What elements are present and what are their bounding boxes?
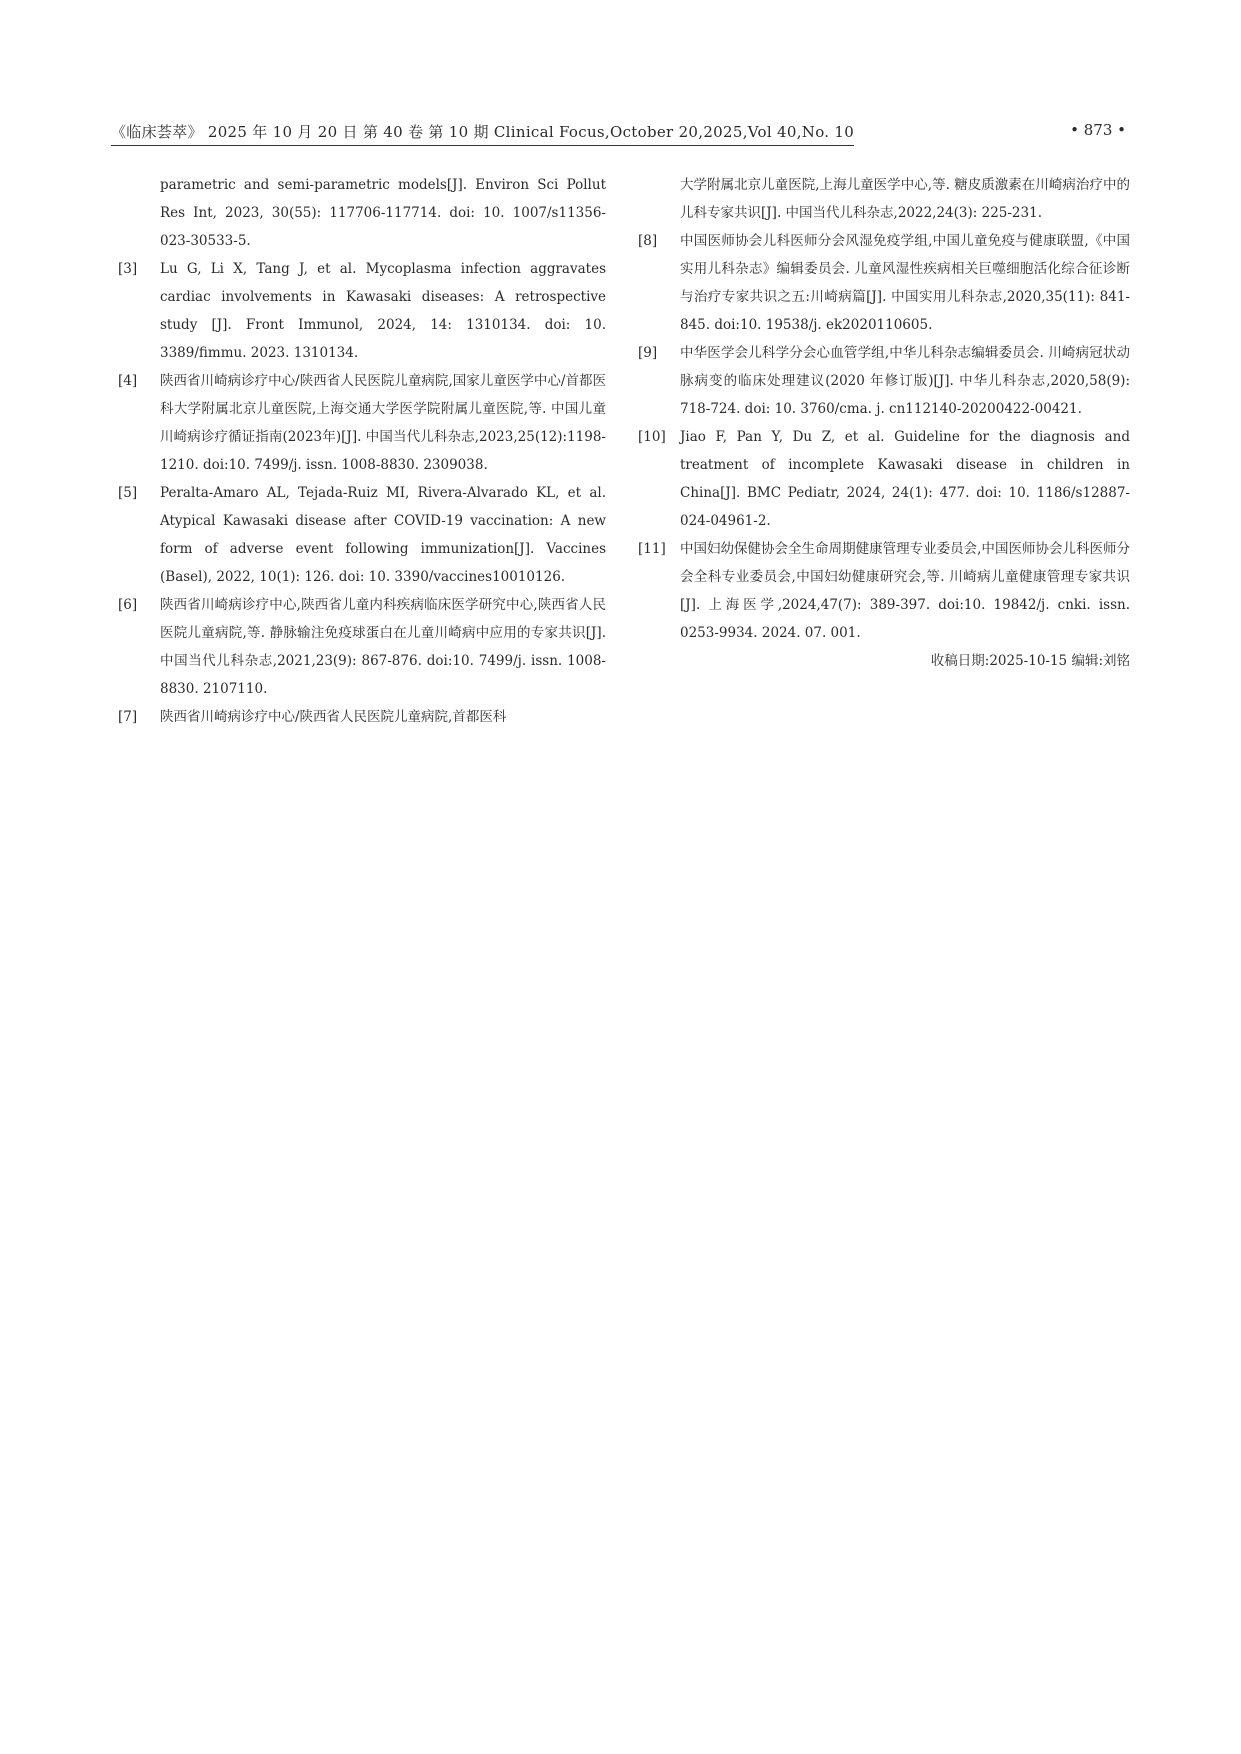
reference-11 [638, 535, 1130, 647]
journal-running-head: 《临床荟萃》 2025 年 10 月 20 日 第 40 卷 第 10 期 Clinical Focus,October 20,2025,Vol 40,No. 10 [111, 121, 854, 146]
reference-text: 陕西省川崎病诊疗中心/陕西省人民医院儿童病院,首都医科 [160, 709, 507, 725]
reference-number: [9] [638, 345, 658, 361]
received-date-editor-note: 收稿日期:2025-10-15 编辑:刘铭 [930, 653, 1130, 669]
reference-text: 中华医学会儿科学分会心血管学组,中华儿科杂志编辑委员会. 川崎病冠状动脉病变的临床处理建议(2020 年修订版)[J]. 中华儿科杂志,2020,58(9): 718-724. doi: 10. 3760/cma. j. cn112140-20200422-00421. [680, 345, 1130, 417]
reference-continuation: 大学附属北京儿童医院,上海儿童医学中心,等. 糖皮质激素在川崎病治疗中的儿科专家共识[J]. 中国当代儿科杂志,2022,24(3): 225-231. [680, 177, 1130, 221]
reference-number: [10] [638, 429, 666, 445]
reference-number: [3] [118, 261, 138, 277]
page-number: • 873 • [1070, 121, 1126, 139]
reference-text: Peralta-Amaro AL, Tejada-Ruiz MI, Rivera-Alvarado KL, et al. Atypical Kawasaki disease after COVID-19 vaccination: A new form of adverse event following immunization[J]. Vaccines (Basel), 2022, 10(1): 126. doi: 10. 3390/vaccines10010126. [160, 485, 606, 585]
reference-number: [11] [638, 541, 666, 557]
reference-4 [118, 367, 606, 479]
reference-number: [7] [118, 709, 138, 725]
reference-text: 中国医师协会儿科医师分会风湿免疫学组,中国儿童免疫与健康联盟,《中国实用儿科杂志》编辑委员会. 儿童风湿性疾病相关巨噬细胞活化综合征诊断与治疗专家共识之五:川崎病篇[J]. 中国实用儿科杂志,2020,35(11): 841-845. doi:10. 19538/j. ek2020110605. [680, 233, 1130, 333]
reference-9 [638, 339, 1130, 423]
reference-3 [118, 255, 606, 367]
reference-number: [8] [638, 233, 658, 249]
reference-7 [118, 703, 606, 731]
reference-number: [5] [118, 485, 138, 501]
reference-10 [638, 423, 1130, 535]
reference-continuation: parametric and semi-parametric models[J]. Environ Sci Pollut Res Int, 2023, 30(55): 117706-117714. doi: 10. 1007/s11356-023-30533-5. [160, 177, 606, 249]
right-column [638, 171, 1130, 675]
reference-text: 陕西省川崎病诊疗中心,陕西省儿童内科疾病临床医学研究中心,陕西省人民医院儿童病院,等. 静脉输注免疫球蛋白在儿童川崎病中应用的专家共识[J]. 中国当代儿科杂志,2021,23(9): 867-876. doi:10. 7499/j. issn. 1008-8830. 2107110. [160, 597, 606, 697]
running-header [111, 121, 1126, 145]
left-column [118, 171, 606, 731]
reference-text: Jiao F, Pan Y, Du Z, et al. Guideline for the diagnosis and treatment of incomplete Kawasaki disease in children in China[J]. BMC Pediatr, 2024, 24(1): 477. doi: 10. 1186/s12887-024-04961-2. [680, 429, 1130, 529]
reference-text: Lu G, Li X, Tang J, et al. Mycoplasma infection aggravates cardiac involvements in Kawasaki diseases: A retrospective study [J]. Front Immunol, 2024, 14: 1310134. doi: 10. 3389/fimmu. 2023. 1310134. [160, 261, 606, 361]
reference-5 [118, 479, 606, 591]
reference-8 [638, 227, 1130, 339]
reference-text: 中国妇幼保健协会全生命周期健康管理专业委员会,中国医师协会儿科医师分会全科专业委员会,中国妇幼健康研究会,等. 川崎病儿童健康管理专家共识[J]. 上海医学,2024,47(7): 389-397. doi:10. 19842/j. cnki. issn. 0253-9934. 2024. 07. 001. [680, 541, 1130, 641]
reference-6 [118, 591, 606, 703]
reference-number: [4] [118, 373, 138, 389]
reference-number: [6] [118, 597, 138, 613]
reference-text: 陕西省川崎病诊疗中心/陕西省人民医院儿童病院,国家儿童医学中心/首都医科大学附属北京儿童医院,上海交通大学医学院附属儿童医院,等. 中国儿童川崎病诊疗循证指南(2023年)[J]. 中国当代儿科杂志,2023,25(12):1198-1210. doi:10. 7499/j. issn. 1008-8830. 2309038. [160, 373, 606, 473]
